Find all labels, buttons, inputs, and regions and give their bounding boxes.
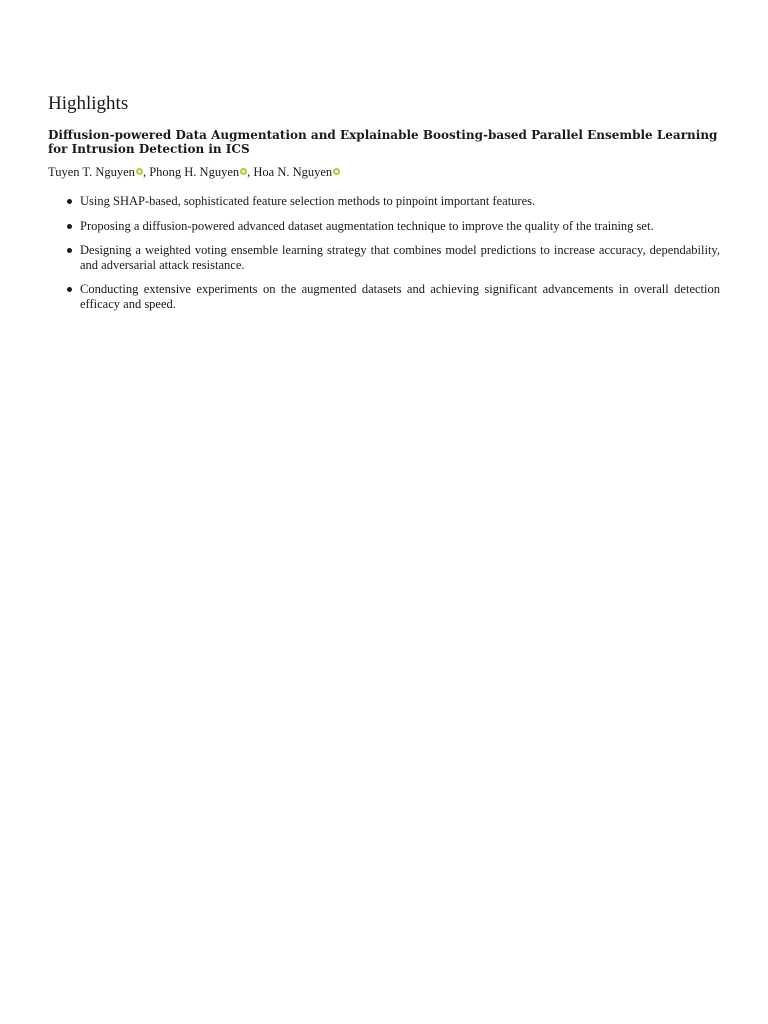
author: [149, 165, 253, 179]
highlights-page: [48, 92, 720, 321]
bullet-icon: [67, 224, 72, 229]
list-item: [48, 282, 720, 311]
list-item: [48, 194, 720, 209]
author-separator: ,: [247, 165, 254, 179]
author-name: Hoa N. Nguyen: [253, 165, 333, 179]
author-separator: ,: [142, 165, 150, 179]
bullet-icon: [67, 248, 72, 253]
highlight-text: Proposing a diffusion-powered advanced dataset augmentation technique to improve the quality of the training set.: [80, 218, 654, 233]
orcid-icon[interactable]: [136, 168, 143, 175]
highlights-list: [48, 194, 720, 311]
bullet-icon: [67, 287, 72, 292]
author-name: Phong H. Nguyen: [149, 165, 240, 179]
highlight-text: Using SHAP-based, sophisticated feature selection methods to pinpoint important features.: [80, 194, 536, 208]
list-item: [48, 243, 720, 272]
author-name: Tuyen T. Nguyen: [48, 165, 135, 179]
list-item: [48, 219, 720, 234]
paper-title: Diffusion-powered Data Augmentation and Explainable Boosting-based Parallel Ensemble Learning for Intrusion Detection in ICS: [48, 128, 718, 156]
author: [48, 165, 149, 179]
highlight-text: Conducting extensive experiments on the augmented datasets and achieving significant advancements in overall detection efficacy and speed.: [80, 282, 720, 311]
author: [253, 165, 340, 179]
highlight-text: Designing a weighted voting ensemble learning strategy that combines model predictions to increase accuracy, dependability, and adversarial attack resistance.: [80, 243, 720, 272]
orcid-icon[interactable]: [333, 168, 340, 175]
section-heading: Highlights: [48, 93, 129, 114]
bullet-icon: [67, 199, 72, 204]
author-list: [48, 164, 720, 180]
